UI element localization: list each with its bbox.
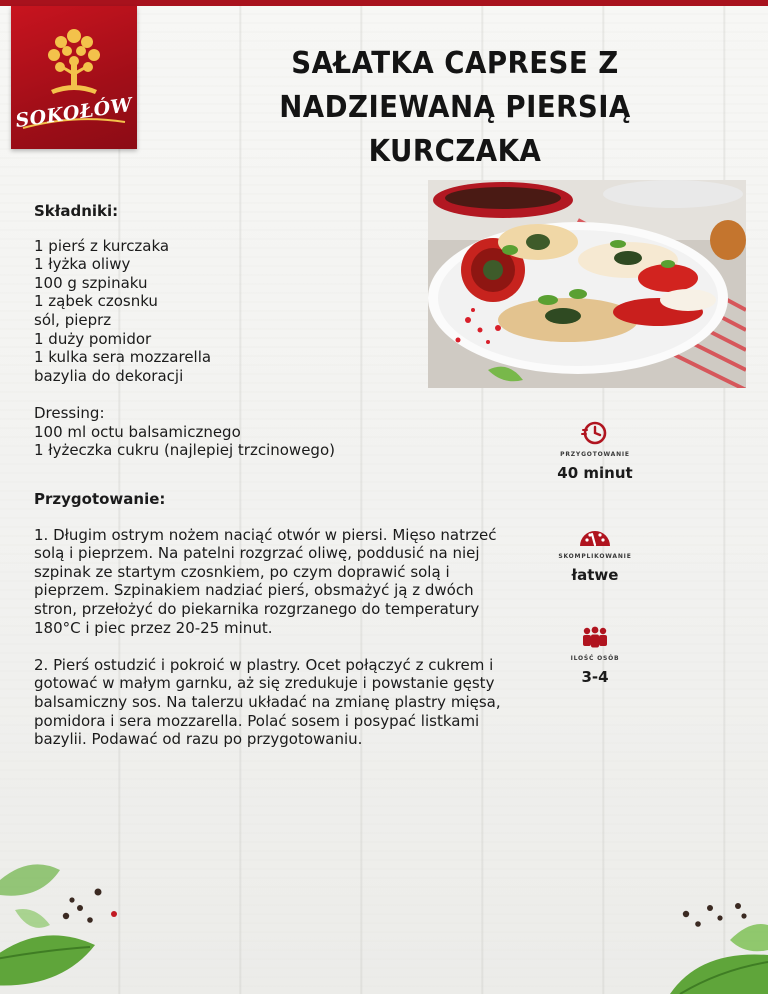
clock-icon	[580, 420, 610, 446]
preparation-step: 1. Długim ostrym nożem naciąć otwór w piersi. Mięso natrzeć solą i pieprzem. Na patelni rozgrzać oliwę, poddusić na niej szpinak ze startym czosnkiem, po czym doprawić solą i pieprzem. Szpinakiem nadziać pierś, obsmażyć ją z dwóch stron, przełożyć do piekarnika rozgrzanego do temperatury 180°C i piec przez 20-25 minut.	[34, 525, 497, 637]
ingredients-list	[34, 237, 211, 386]
list-item: 1 łyżka oliwy	[34, 255, 131, 274]
list-item: 100 ml octu balsamicznego	[34, 422, 241, 441]
difficulty-gauge-icon	[578, 526, 612, 548]
brand-logo	[11, 6, 137, 149]
meta-difficulty	[553, 526, 637, 584]
list-item: 1 pierś z kurczaka	[34, 236, 170, 255]
meta-label: PRZYGOTOWANIE	[560, 451, 630, 458]
dressing-heading: Dressing:	[34, 404, 105, 422]
basil-leaves-decoration-icon	[0, 850, 130, 994]
meta-servings	[553, 626, 637, 686]
meta-prep-time	[553, 420, 637, 482]
ingredients-heading: Składniki:	[34, 202, 119, 220]
meta-value: łatwe	[571, 566, 619, 584]
recipe-title: SAŁATKA CAPRESE Z NADZIEWANĄ PIERSIĄ KURCZAKA	[279, 46, 631, 169]
meta-value: 3-4	[581, 668, 609, 686]
list-item: 1 duży pomidor	[34, 329, 152, 348]
dish-photo	[428, 180, 746, 388]
preparation-steps	[34, 526, 514, 749]
preparation-step: 2. Pierś ostudzić i pokroić w plastry. Ocet połączyć z cukrem i gotować w małym garnku, aż się zredukuje i powstanie gęsty balsamiczny sos. Na talerzu układać na zmianę plastry mięsa, pomidora i sera mozzarella. Polać sosem i posypać listkami bazylii. Podawać od razu po przygotowaniu.	[34, 655, 501, 749]
list-item: sól, pieprz	[34, 310, 112, 329]
list-item: 1 ząbek czosnku	[34, 292, 158, 311]
meta-value: 40 minut	[557, 464, 633, 482]
list-item: 100 g szpinaku	[34, 273, 148, 292]
list-item: 1 łyżeczka cukru (najlepiej trzcinowego)	[34, 441, 335, 460]
basil-leaves-decoration-icon	[640, 900, 768, 994]
ingredients-section	[34, 202, 211, 385]
meta-label: SKOMPLIKOWANIE	[558, 553, 632, 560]
list-item: bazylia do dekoracji	[34, 366, 184, 385]
people-icon	[580, 626, 610, 650]
preparation-heading: Przygotowanie:	[34, 490, 166, 508]
meta-label: ILOŚĆ OSÓB	[570, 655, 620, 662]
dressing-section	[34, 404, 335, 460]
brand-name: SOKOŁÓW	[14, 93, 134, 133]
preparation-section	[34, 490, 514, 767]
list-item: 1 kulka sera mozzarella	[34, 348, 212, 367]
